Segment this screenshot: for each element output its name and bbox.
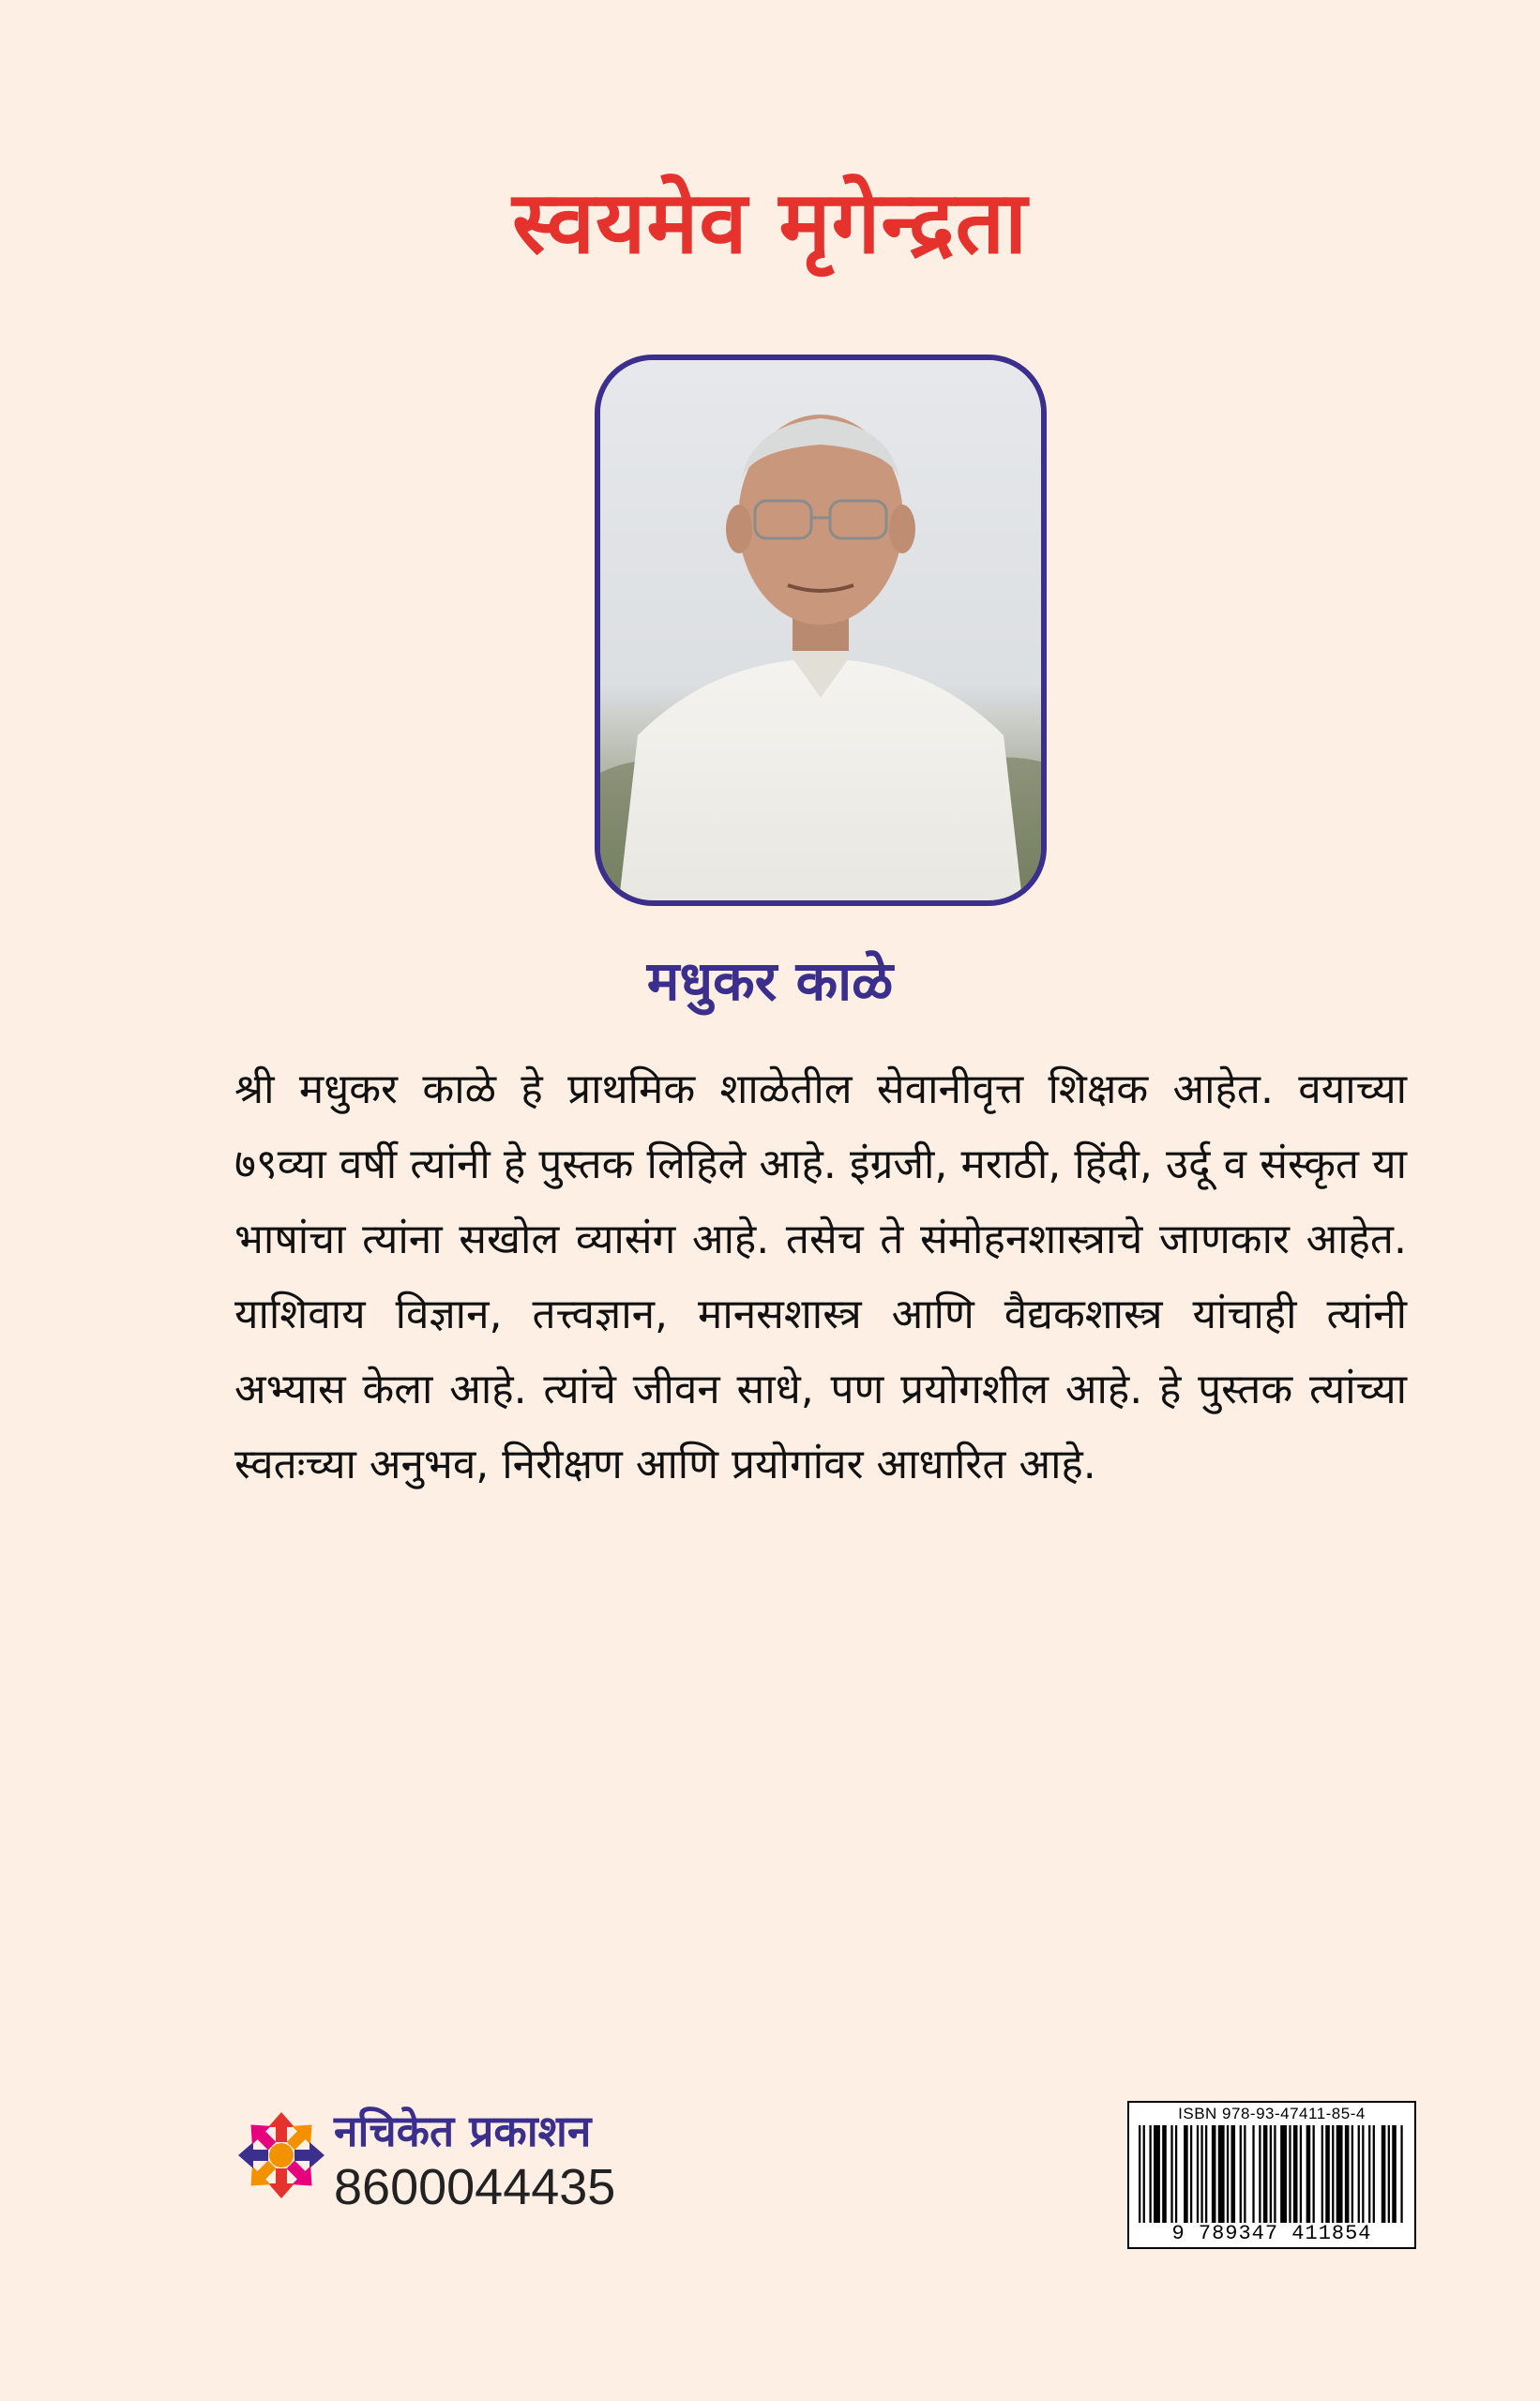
barcode-bar: [1205, 2125, 1207, 2223]
barcode-bar: [1143, 2125, 1145, 2223]
barcode-bar: [1154, 2125, 1160, 2223]
book-title: स्वयमेव मृगेन्द्रता: [512, 173, 1028, 273]
barcode-bar: [1175, 2125, 1177, 2223]
barcode-bar: [1274, 2125, 1276, 2223]
barcode-bar: [1381, 2125, 1386, 2223]
barcode-bar: [1332, 2125, 1334, 2223]
barcode-bar: [1336, 2125, 1343, 2223]
publisher-block: [233, 2101, 645, 2223]
barcode-bar: [1184, 2125, 1188, 2223]
barcode-bar: [1358, 2125, 1360, 2223]
barcode-bar: [1259, 2125, 1261, 2223]
publisher-name: नचिकेत प्रकाशन: [334, 2106, 592, 2156]
barcode-bar: [1197, 2125, 1199, 2223]
barcode-bars: [1139, 2125, 1405, 2223]
barcode-bar: [1240, 2125, 1242, 2223]
barcode-bar: [1306, 2125, 1311, 2223]
isbn-digits: 9 789347 411854: [1171, 2222, 1372, 2245]
barcode-bar: [1227, 2125, 1229, 2223]
barcode-bar: [1293, 2125, 1298, 2223]
barcode-bar: [1321, 2125, 1323, 2223]
barcode-bar: [1244, 2125, 1246, 2223]
barcode-bar: [1190, 2125, 1192, 2223]
barcode-bar: [1218, 2125, 1225, 2223]
barcode-bar: [1400, 2125, 1402, 2223]
barcode-bar: [1280, 2125, 1287, 2223]
barcode-bar: [1368, 2125, 1370, 2223]
publisher-phone: 8600044435: [334, 2159, 616, 2215]
barcode-bar: [1351, 2125, 1353, 2223]
isbn-barcode: [1127, 2101, 1416, 2249]
barcode-bar: [1162, 2125, 1167, 2223]
barcode-bar: [1325, 2125, 1330, 2223]
barcode-bar: [1345, 2125, 1350, 2223]
author-portrait-image: [600, 360, 1041, 900]
barcode-bar: [1230, 2125, 1235, 2223]
barcode-bar: [1149, 2125, 1151, 2223]
barcode-bar: [1362, 2125, 1364, 2223]
barcode-bar: [1313, 2125, 1315, 2223]
barcode-bar: [1263, 2125, 1268, 2223]
barcode-bar: [1252, 2125, 1254, 2223]
barcode-bar: [1373, 2125, 1375, 2223]
barcode-bar: [1200, 2125, 1202, 2223]
barcode-bar: [1289, 2125, 1291, 2223]
isbn-label: ISBN 978-93-47411-85-4: [1178, 2105, 1366, 2122]
author-bio: श्री मधुकर काळे हे प्राथमिक शाळेतील सेवानीवृत्त शिक्षक आहेत. वयाच्या ७९व्या वर्षी त्यांनी हे पुस्तक लिहिले आहे. इंग्रजी, मराठी, हिंदी, उर्दू व संस्कृत या भाषांचा त्यांना सखोल व्यासंग आहे. तसेच ते संमोहनशास्त्राचे जाणकार आहेत. याशिवाय विज्ञान, तत्त्वज्ञान, मानसशास्त्र आणि वैद्यकशास्त्र यांचाही त्यांनी अभ्यास केला आहे. त्यांचे जीवन साधे, पण प्रयोगशील आहे. हे पुस्तक त्यांच्या स्वतःच्या अनुभव, निरीक्षण आणि प्रयोगांवर आधारित आहे.: [234, 1065, 1407, 1488]
barcode-bar: [1388, 2125, 1390, 2223]
barcode-bar: [1300, 2125, 1302, 2223]
barcode-bar: [1270, 2125, 1272, 2223]
barcode-bar: [1392, 2125, 1397, 2223]
barcode-bar: [1139, 2125, 1140, 2223]
barcode-bar: [1212, 2125, 1216, 2223]
author-photo: [595, 355, 1047, 906]
author-name: मधुकर काळे: [646, 949, 894, 1013]
nachiket-arrows-logo-icon: [233, 2107, 330, 2204]
barcode-bar: [1170, 2125, 1172, 2223]
